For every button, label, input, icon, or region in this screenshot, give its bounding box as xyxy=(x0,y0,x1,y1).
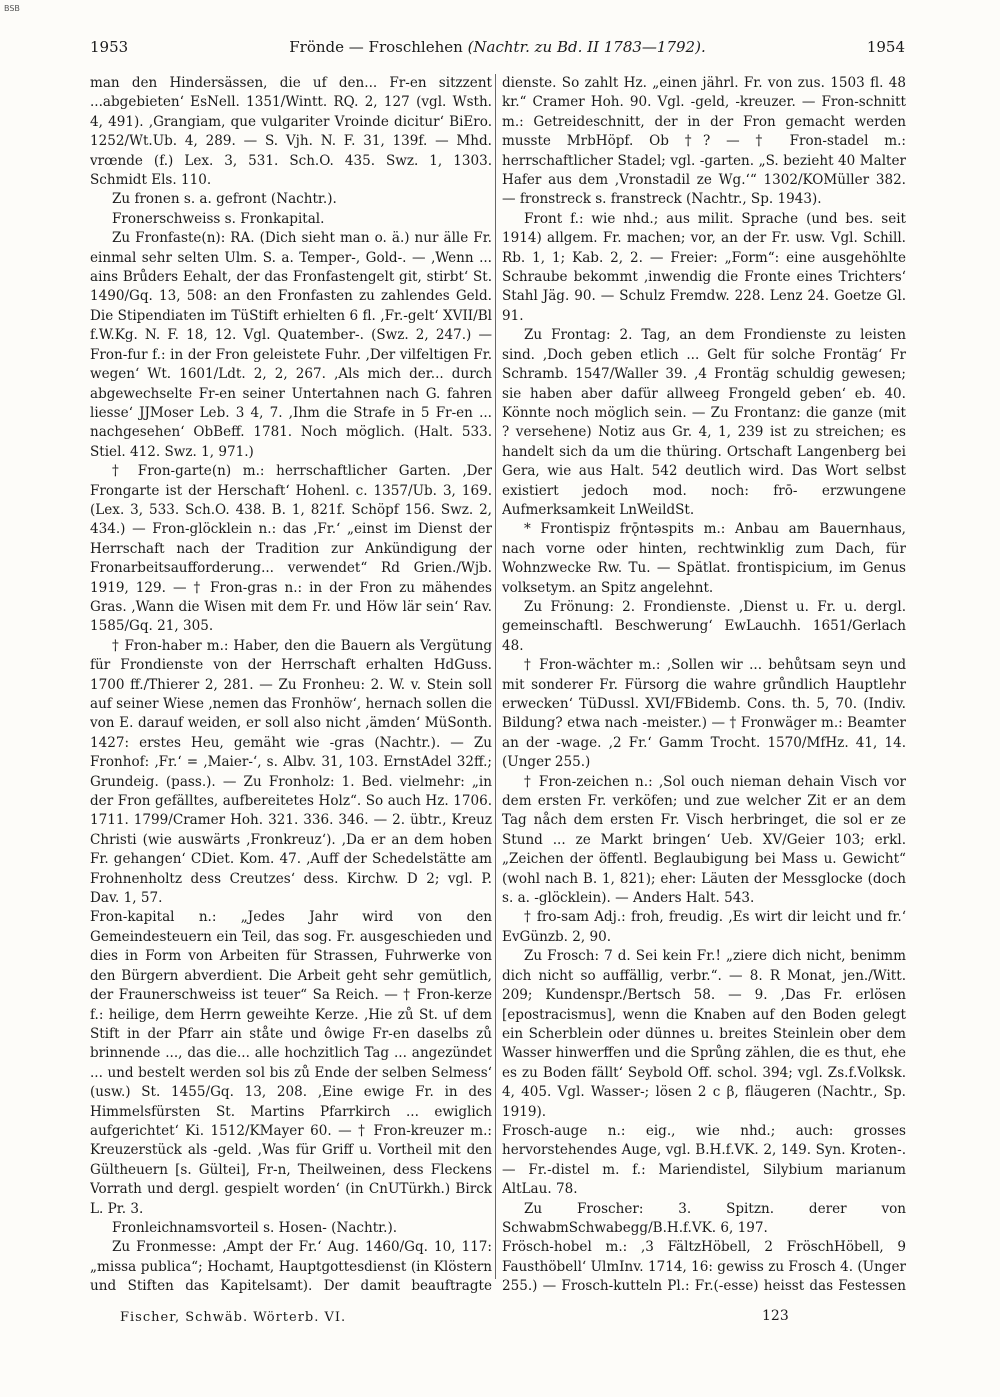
entry-paragraph: * Frontispiz frǭntəspits m.: Anbau am Bauernhaus, nach vorne oder hinten, rechtwinklig zum Dach, für Wohnzwecke Rw. Tu. — Spätlat. frontispicium, im Genus volksetym. an Spitz angelehnt. xyxy=(502,521,906,596)
running-title xyxy=(90,38,905,56)
entry-paragraph: † Fron-haber m.: Haber, den die Bauern als Vergütung für Frondienste von der Herrschaft erhalten HdGuss. 1700 ff./Thierer 2, 281. — Zu Fronheu: 2. W. v. Stein soll auf seiner Wiese ‚nemen das Fronhöw‘, hernach sollen die von E. darauf weiden, er soll also nicht ‚ämden‘ MüSonth. 1427: erstes Heu, gemäht wie -gras (Nachtr.). — Zu Fronhof: ‚Fr.‘ = ‚Maier-‘, s. Albv. 31, 103. ErnstAdel 32ff.; Grundeig. (pass.). — Zu Fronholz: 1. Bed. vielmehr: „in der Fron gefälltes, aufbereitetes Holz“. So auch Hz. 1706. 1711. 1799/Cramer Hoh. 321. 336. 346. — 2. übtr., Kreuz Christi (wie auswärts ‚Fronkreuz‘). ‚Da er an dem hoben Fr. gehangen‘ CDiet. Kom. 47. ‚Auff der Schedelstätte am Frohnenholtz dess Creutzes‘ dess. Kirchw. D 2; vgl. P. Dav. 1, 57. xyxy=(90,637,492,907)
entry-paragraph: † Fron-garte(n) m.: herrschaftlicher Garten. ‚Der Frongarte ist der Herschaft‘ Hohenl. c. 1357/Ub. 3, 169. (Lex. 3, 533. Sch.O. 438. B. 1, 821f. Schöpf 156. Swz. 2, 434.) — Fron-glöcklein n.: das ‚Fr.‘ „einst im Dienst der Herrschaft nach der Tradition zur Ankündigung der Fronarbeitsaufforderung... verwendet“ Rd Grien./Wjb. 1919, 129. — † Fron-gras n.: in der Fron zu mähendes Gras. ‚Wann die Wisen mit dem Fr. und Höw lär sein‘ Rav. 1585/Gq. 21, 305. xyxy=(90,463,492,635)
entry-paragraph: Zu fronen s. a. gefront (Nachtr.). xyxy=(112,191,337,208)
entry-paragraph: Fronleichnamsvorteil s. Hosen- (Nachtr.). xyxy=(112,1219,398,1236)
entry-paragraph: Zu Frontag: 2. Tag, an dem Frondienste zu leisten sind. ‚Doch geben etlich ... Gelt für solche Frontäg‘ Fr Schramb. 1547/Waller 39. ‚4 Frontäg schuldig gewesen; sie haben aber dafür allweeg Frongeld geben‘ eb. 40. Könnte noch möglich sein. — Zu Frontanz: die ganze (mit ? versehene) Notiz aus Gr. 4, 1, 239 ist zu streichen; es handelt sich da um die thüring. Ortschaft Langenberg bei Gera, wie aus Halt. 542 deutlich wird. Das Wort selbst existiert jedoch mod. noch: frō- erzwungene Aufmerksamkeit LnWeildSt. xyxy=(502,327,906,518)
entry-paragraph: † Fron-wächter m.: ‚Sollen wir ... behůtsam seyn und mit sonderer Fr. Fürsorg die wahre grůndlich Hauptlehr erwecken‘ TüDussl. XVI/FBidemb. Cons. th. 5, 70. (Indiv. Bildung? etwa nach -meister.) — † Fronwäger m.: Beamter an der -wage. ‚2 Fr.‘ Gamm Trocht. 1570/MfHz. 41, 14. (Unger 255.) xyxy=(502,657,906,771)
entry-paragraph: Frösch-hobel m.: ‚3 FältzHöbell, 2 FröschHöbell, 9 Fausthöbell‘ UlmInv. 1714, 16: gewiss zu Frosch 4. (Unger 255.) — Frosch-kutteln Pl.: Fr.(-esse) heisst das Festessen xyxy=(502,1239,906,1294)
entry-paragraph: Zu Fronfaste(n): RA. (Dich sieht man o. ä.) nur älle Fr. einmal sehr selten Ulm. S. a. Temper-, Gold-. — ‚Wenn ... ains Brůders Eehalt, der das Fronfastengelt git, stirbt‘ St. 1490/Gq. 13, 508: an den Fronfasten zu zahlendes Geld. Die Stipendiaten im TüStift erhielten 6 fl. ‚Fr.-gelt‘ XVII/Bl f.W.Kg. N. F. 18, 12. Vgl. Quatember-. (Swz. 2, 247.) — Fron-fur f.: in der Fron geleistete Fuhr. ‚Der vilfeltigen Fr. wegen‘ Wt. 1601/Ldt. 2, 2, 267. ‚Als mich der... durch abgewechselte Fr-en seiner Untertahnen nach G. fahren liesse‘ JJMoser Leb. 3 4, 7. ‚Ihm die Strafe in 5 Fr-en ... nachgesehen‘ ObBeff. 1781. Noch möglich. (Halt. 533. Stiel. 412. Swz. 1, 971.) xyxy=(90,230,492,460)
entry-paragraph: Zu Frosch: 7 d. Sei kein Fr.! „ziere dich nicht, benimm dich nicht so auffällig, verbr.“. — 8. R Monat, jen./Witt. 209; Kundenspr./Bertsch 58. — 9. ‚Das Fr. erlösen [epostracismus], wenn die Knaben auf den Boden gelegt ein Scherblein oder dünnes u. breites Steinlein ober dem Wasser hinwerffen und die Sprůng zählen, die es thut, ehe es zu Boden fällt‘ Seybold Off. schol. 394; vgl. Zs.f.Volksk. 4, 405. Vgl. Wasser-; lösen 2 c β, fläugeren (Nachtr., Sp. 1919). xyxy=(502,948,906,1120)
right-column xyxy=(502,74,906,1294)
entry-paragraph: Frosch-auge n.: eig., wie nhd.; auch: grosses hervorstehendes Auge, vgl. B.H.f.VK. 2, 149. Syn. Kroten-. — Fr.-distel m. f.: Mariendistel, Silybium marianum AltLau. 78. xyxy=(502,1122,906,1198)
sheet-number: 123 xyxy=(762,1308,789,1324)
entry-paragraph: Zu Fronmesse: ‚Ampt der Fr.‘ Aug. 1460/Gq. 10, 117: „missa publica“; Hochamt, Hauptgottesdienst (in Klöstern und Stiften das Kapitelsamt). Der damit beauftragte xyxy=(90,1239,492,1294)
running-title-main: Frönde — Froschlehen xyxy=(289,38,463,56)
page-header xyxy=(90,38,905,58)
entry-paragraph: Front f.: wie nhd.; aus milit. Sprache (und bes. seit 1914) allgem. Fr. machen; vor, an der Fr. usw. Vgl. Schill. Rb. 1, 1; Kab. 2, 2. — Freier: „Form“: eine ausgehöhlte Schraube bekommt ‚inwendig die Fronte eines Trichters‘ Stahl Jäg. 90. — Schulz Fremdw. 228. Lenz 24. Goetze Gl. 91. xyxy=(502,210,906,324)
entry-paragraph: † Fron-zeichen n.: ‚Sol ouch nieman dehain Visch vor dem ersten Fr. verköfen; und zue welcher Zit er an dem Tag nåch dem ersten Fr. Visch herbringet, die sol er ze Stund ... ze Markt bringen‘ Ueb. XV/Geier 103; erkl. „Zeichen der öffentl. Beglaubigung bei Mass u. Gewicht“ (wohl nach B. 1, 821); eher: Läuten der Messglocke (doch s. a. -glöcklein). — Anders Halt. 543. xyxy=(502,773,906,907)
entry-paragraph: Fron-kapital n.: „Jedes Jahr wird von den Gemeindesteuern ein Teil, das sog. Fr. ausgeschieden und dies in Form von Arbeiten für Strassen, Fuhrwerke von den Bürgern abverdient. Die Arbeit geht sehr gemütlich, der Fraunerschweiss ist teuer“ Sa Reich. — † Fron-kerze f.: heilige, dem Herrn geweihte Kerze. ‚Hie zů St. uf dem Stift in der Pfarr ain ståte und ôwige Fr-en daselbs zů brinnende ..., das die... alle hochzitlich Tag ... angezündet ... und bestelt werden sol bis zů Ende der selben Selmess‘ (usw.) St. 1455/Gq. 13, 208. ‚Eine ewige Fr. in des Himmelsfürsten St. Martins Pfarrkirch ... ewiglich aufgerichtet‘ Ki. 1512/KMayer 60. — † Fron-kreuzer m.: Kreuzerstück als -geld. ‚Was für Griff u. Vortheil mit den Gültheuern [s. Gültei], Fr-n, Theilweinen, dess Fleckens Vorrath und dergl. gespielt worden‘ (in CnUTürkh.) Birck L. Pr. 3. xyxy=(90,909,492,1217)
column-number-left: 1953 xyxy=(90,38,129,56)
entry-paragraph: dienste. So zahlt Hz. „einen jährl. Fr. von zus. 1503 fl. 48 kr.“ Cramer Hoh. 90. Vgl. -geld, -kreuzer. — Fron-schnitt m.: Getreideschnitt, der in der Fron gemacht werden musste MrbHöpf. Ob †? — † Fron-stadel m.: herrschaftlicher Stadel; vgl. -garten. „S. bezieht 40 Malter Hafer aus dem ‚Vronstadil ze Wg.‘“ 1302/KOMüller 382. — fronstreck s. franstreck (Nachtr., Sp. 1943). xyxy=(502,75,906,208)
library-stamp: BSB xyxy=(4,4,20,13)
column-divider xyxy=(495,74,496,1279)
column-number-right: 1954 xyxy=(866,38,905,56)
imprint-footer: Fischer, Schwäb. Wörterb. VI. xyxy=(120,1310,347,1325)
left-column xyxy=(90,74,492,1294)
entry-paragraph: † fro-sam Adj.: froh, freudig. ‚Es wirt dir leicht und fr.‘ EvGünzb. 2, 90. xyxy=(502,909,906,945)
entry-paragraph: Zu Froscher: 3. Spitzn. derer von SchwabmSchwabegg/B.H.f.VK. 6, 197. xyxy=(502,1200,906,1236)
entry-paragraph: Fronerschweiss s. Fronkapital. xyxy=(112,210,325,227)
running-title-subtitle: (Nachtr. zu Bd. II 1783—1792). xyxy=(467,38,706,56)
entry-paragraph: Zu Frönung: 2. Frondienste. ‚Dienst u. Fr. u. dergl. gemeinschaftl. Beschwerung‘ EwLauchh. 1651/Gerlach 48. xyxy=(502,598,906,654)
entry-paragraph: man den Hindersässen, die uf den... Fr-en sitzzent ...abgebieten‘ EsNell. 1351/Wintt. RQ. 2, 127 (vgl. Wsth. 4, 491). ‚Grangiam, que vulgariter Vroinde dicitur‘ BiEro. 1252/Wt.Ub. 4, 289. — S. Vjh. N. F. 31, 139f. — Mhd. vrœnde (f.) Lex. 3, 531. Sch.O. 435. Swz. 1, 1303. Schmidt Els. 110. xyxy=(90,75,492,189)
